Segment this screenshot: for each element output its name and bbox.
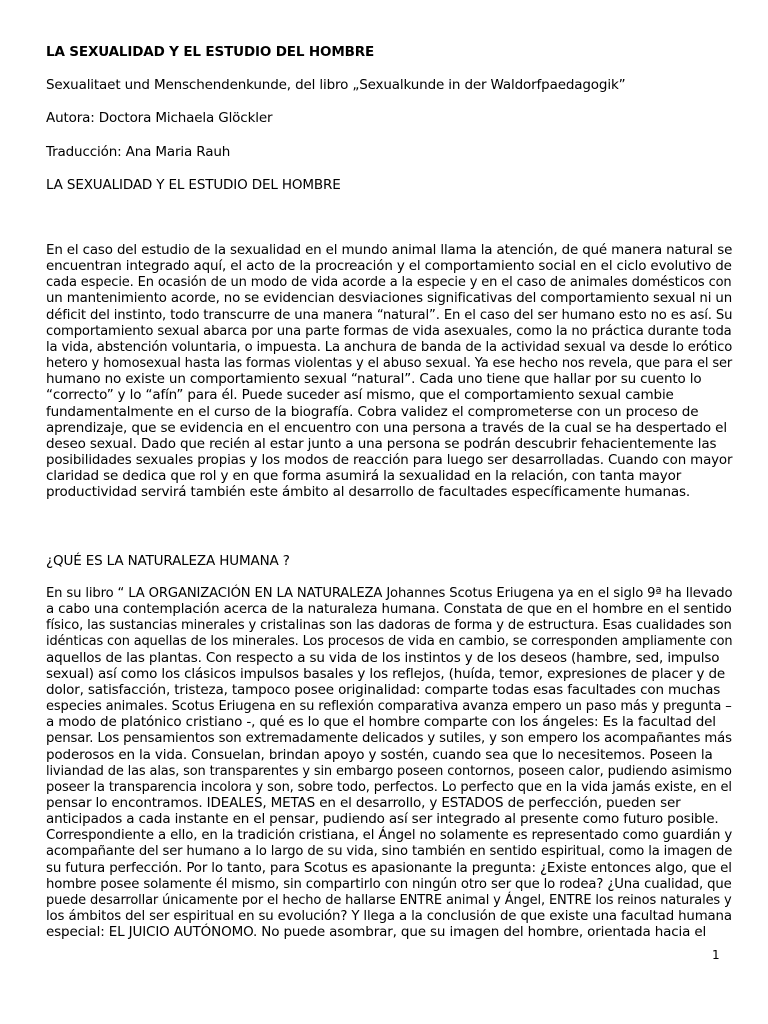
paragraph-line: productividad servirá también este ámbito al desarrollo de facultades específicamente humanas.: [46, 484, 691, 501]
paragraph-line: anticipados a cada instante en el pensar, pudiendo así ser integrado al presente como futuro posible.: [46, 811, 719, 828]
paragraph-line: claridad se dedica que rol y en que forma asumirá la sexualidad en la relación, con tanta mayor: [46, 468, 682, 485]
paragraph-line: dolor, satisfacción, tristeza, tampoco posee originalidad: comparte todas esas facultades con muchas: [46, 681, 721, 698]
paragraph-line: cada especie. En ocasión de un modo de vida acorde a la especie y en el caso de animales domésticos con: [46, 274, 732, 291]
paragraph-line: a modo de platónico cristiano -, qué es lo que el hombre comparte con los ángeles: Es la facultad del: [46, 714, 716, 731]
paragraph-line: Correspondiente a ello, en la tradición cristiana, el Ángel no solamente es representado como guardián y: [46, 827, 733, 844]
paragraph-line: poseer la transparencia incolora y son, sobre todo, perfectos. Lo perfecto que en la vida jamás existe, en el: [46, 778, 732, 795]
paragraph-line: su futura perfección. Por lo tanto, para Scotus es apasionante la pregunta: ¿Existe entonces algo, que el: [46, 859, 732, 876]
paragraph-line: humano no existe un comportamiento sexual “natural”. Cada uno tiene que hallar por su cuento lo: [46, 371, 702, 388]
paragraph-line: especies animales. Scotus Eriugena en su reflexión comparativa avanza empero un paso más y pregunta –: [46, 698, 732, 715]
paragraph-line: deseo sexual. Dado que recién al estar junto a una persona se podrán descubrir fehacientemente las: [46, 435, 717, 452]
paragraph-line: comportamiento sexual abarca por una parte formas de vida asexuales, como la no práctica durante toda: [46, 322, 732, 339]
paragraph-line: hombre posee solamente él mismo, sin compartirlo con ningún otro ser que lo rodea? ¿Una cualidad, que: [46, 875, 732, 892]
paragraph-line: aprendizaje, que se evidencia en el encuentro con una persona a través de la cual se ha despertado el: [46, 419, 727, 436]
paragraph-line: los ámbitos del ser espiritual en su evolución? Y llega a la conclusión de que existe una facultad humana: [46, 908, 732, 924]
paragraph-line: a cabo una contemplación acerca de la naturaleza humana. Constata de que en el hombre en el sentido: [46, 601, 732, 618]
paragraph-line: En su libro “ LA ORGANIZACIÓN EN LA NATURALEZA Johannes Scotus Eriugena ya en el siglo 9ª ha llevado: [46, 585, 733, 601]
repeated-heading: LA SEXUALIDAD Y EL ESTUDIO DEL HOMBRE: [46, 177, 341, 193]
paragraph-line: la vida, abstención voluntaria, o impuesta. La anchura de banda de la actividad sexual va desde lo erótico: [46, 338, 733, 355]
paragraph-line: encuentran integrado aquí, el acto de la procreación y el comportamiento social en el ciclo evolutivo de: [46, 258, 732, 275]
paragraph-line: “correcto” y lo “afín” para él. Puede suceder así mismo, que el comportamiento sexual cambie: [46, 387, 674, 404]
author-line: Autora: Doctora Michaela Glöckler: [46, 110, 273, 126]
document-subtitle: Sexualitaet und Menschendenkunde, del libro „Sexualkunde in der Waldorfpaedagogik”: [46, 77, 626, 93]
paragraph-line: pensar lo encontramos. IDEALES, METAS en el desarrollo, y ESTADOS de perfección, pueden ser: [46, 794, 681, 811]
paragraph-line: pensar. Los pensamientos son extremadamente delicados y sutiles, y son empero los acompañantes más: [46, 730, 732, 747]
paragraph-line: En el caso del estudio de la sexualidad en el mundo animal llama la atención, de qué manera natural se: [46, 242, 733, 258]
paragraph-line: aquellos de las plantas. Con respecto a su vida de los instintos y de los deseos (hambre, sed, impulso: [46, 649, 720, 666]
paragraph-line: déficit del instinto, todo transcurre de una manera “natural”. En el caso del ser humano esto no es así. Su: [46, 306, 733, 323]
paragraph-line: idénticas con aquellas de los minerales. Los procesos de vida en cambio, se corresponden ampliamente con: [46, 633, 733, 650]
paragraph-line: fundamentalmente en el curso de la biografía. Cobra validez el comprometerse con un proceso de: [46, 403, 699, 420]
document-title: LA SEXUALIDAD Y EL ESTUDIO DEL HOMBRE: [46, 44, 375, 60]
paragraph-line: un mantenimiento acorde, no se evidencian desviaciones significativas del comportamiento sexual ni un: [46, 290, 733, 307]
page-number: 1: [712, 948, 720, 962]
paragraph-line: físico, las sustancias minerales y cristalinas son las dadoras de forma y de estructura. Esas cualidades son: [46, 617, 732, 634]
paragraph-line: especial: EL JUICIO AUTÓNOMO. No puede asombrar, que su imagen del hombre, orientada hacia el: [46, 924, 707, 941]
paragraph-line: puede desarrollar únicamente por el hecho de hallarse ENTRE animal y Ángel, ENTRE los reinos naturales y: [46, 891, 732, 908]
paragraph-line: sexual) así como los clásicos impulsos basales y los reflejos, (huída, temor, expresiones de placer y de: [46, 665, 726, 682]
paragraph-line: acompañante del ser humano a lo largo de su vida, sino también en sentido espiritual, como la imagen de: [46, 843, 733, 860]
paragraph-line: liviandad de las alas, son transparentes y sin embargo poseen contornos, poseen calor, pudiendo asimismo: [46, 762, 732, 779]
paragraph-line: posibilidades sexuales propias y los modos de reacción para luego ser desarrolladas. Cuando con mayor: [46, 451, 733, 468]
paragraph-line: poderosos en la vida. Consuelan, brindan apoyo y sostén, cuando sea que lo necesitemos. Poseen la: [46, 746, 713, 763]
section-heading: ¿QUÉ ES LA NATURALEZA HUMANA ?: [46, 553, 290, 569]
paragraph-line: hetero y homosexual hasta las formas violentas y el abuso sexual. Ya ese hecho nos revela, que para el ser: [46, 355, 733, 372]
translation-line: Traducción: Ana Maria Rauh: [46, 144, 231, 160]
